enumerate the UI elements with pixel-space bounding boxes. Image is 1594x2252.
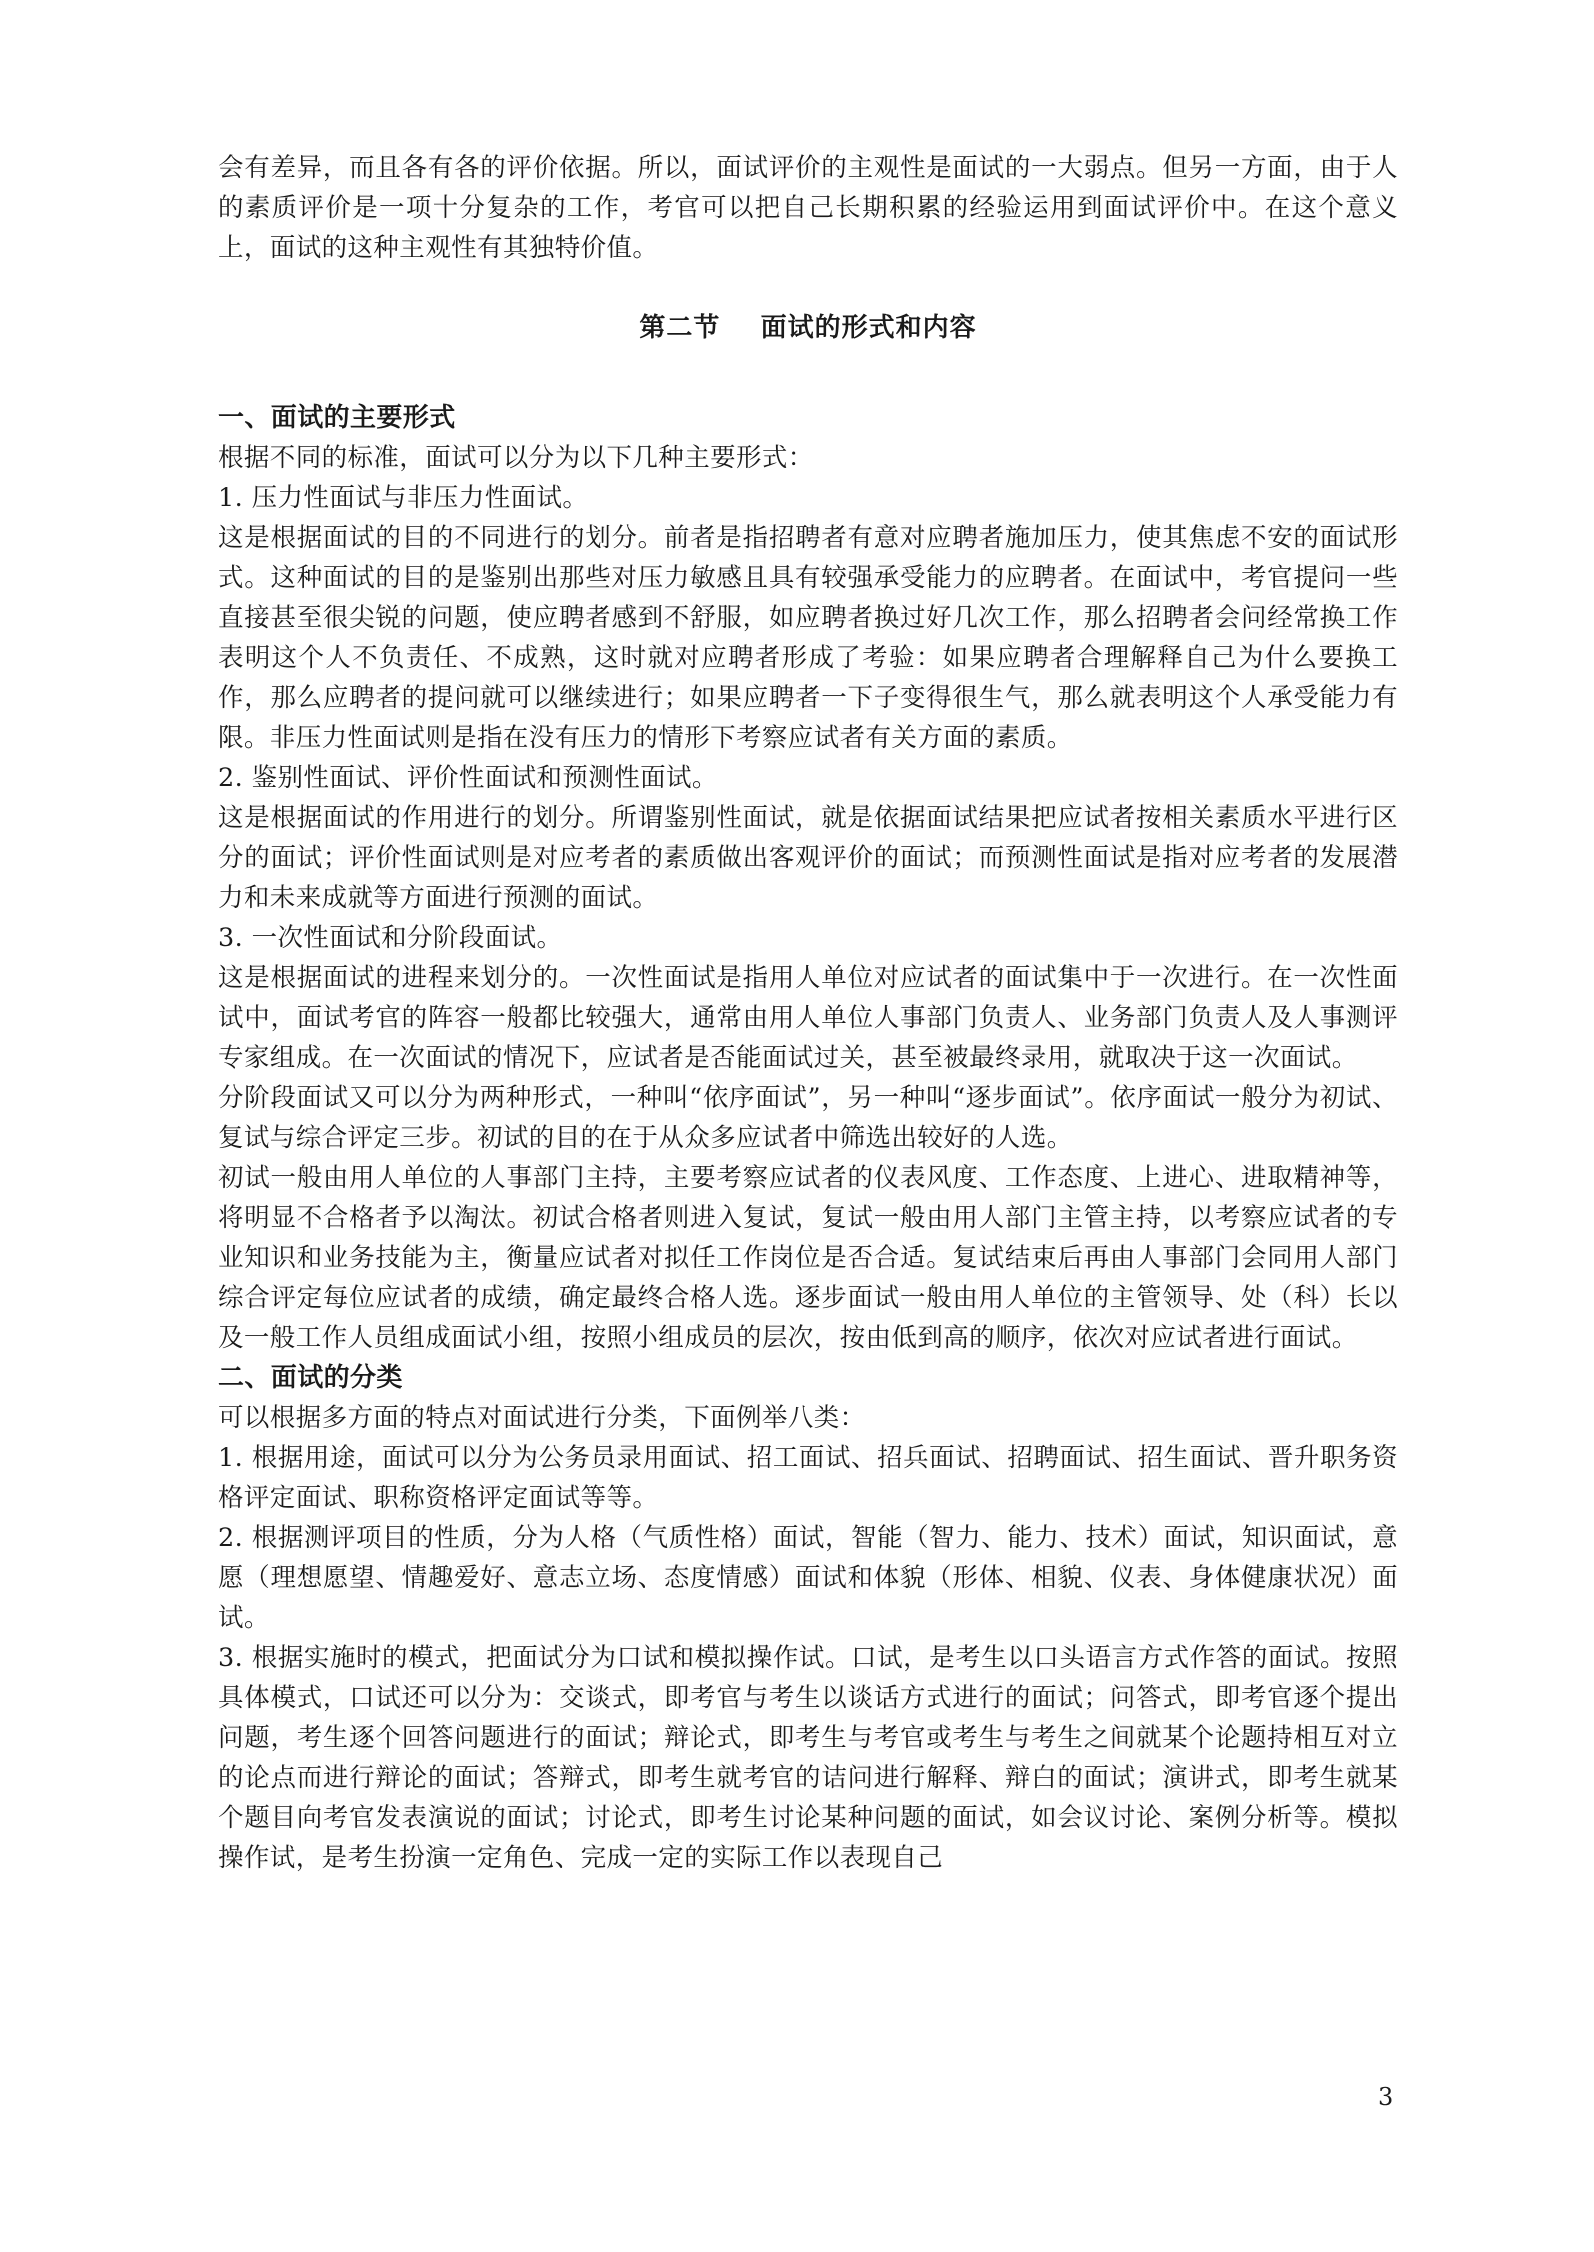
paragraph: 这是根据面试的进程来划分的。一次性面试是指用人单位对应试者的面试集中于一次进行。在一次性面试中，面试考官的阵容一般都比较强大，通常由用人单位人事部门负责人、业务部门负责人及人事测评专家组成。在一次面试的情况下，应试者是否能面试过关，甚至被最终录用，就取决于这一次面试。 [218, 963, 1398, 1073]
list-item: 1. 根据用途，面试可以分为公务员录用面试、招工面试、招兵面试、招聘面试、招生面试、晋升职务资格评定面试、职称资格评定面试等等。 [218, 1443, 1398, 1513]
paragraph: 初试一般由用人单位的人事部门主持，主要考察应试者的仪表风度、工作态度、上进心、进取精神等，将明显不合格者予以淘汰。初试合格者则进入复试，复试一般由用人部门主管主持，以考察应试者的专业知识和业务技能为主，衡量应试者对拟任工作岗位是否合适。复试结束后再由人事部门会同用人部门综合评定每位应试者的成绩，确定最终合格人选。逐步面试一般由用人单位的主管领导、处（科）长以及一般工作人员组成面试小组，按照小组成员的层次，按由低到高的顺序，依次对应试者进行面试。 [218, 1163, 1398, 1353]
paragraph: 这是根据面试的作用进行的划分。所谓鉴别性面试，就是依据面试结果把应试者按相关素质水平进行区分的面试；评价性面试则是对应考者的素质做出客观评价的面试；而预测性面试是指对应考者的发展潜力和未来成就等方面进行预测的面试。 [218, 803, 1398, 913]
subsection-heading-forms: 一、面试的主要形式 [218, 403, 456, 433]
section-title: 第二节 面试的形式和内容 [639, 313, 977, 343]
list-item: 2. 根据测评项目的性质，分为人格（气质性格）面试，智能（智力、能力、技术）面试，知识面试，意愿（理想愿望、情趣爱好、意志立场、态度情感）面试和体貌（形体、相貌、仪表、身体健康状况）面试。 [218, 1523, 1398, 1633]
paragraph: 根据不同的标准，面试可以分为以下几种主要形式： [218, 443, 814, 473]
document-body [218, 148, 1398, 1878]
paragraph: 分阶段面试又可以分为两种形式，一种叫“依序面试”，另一种叫“逐步面试”。依序面试一般分为初试、复试与综合评定三步。初试的目的在于从众多应试者中筛选出较好的人选。 [218, 1083, 1398, 1153]
subsection-heading-classification: 二、面试的分类 [218, 1363, 403, 1393]
paragraph: 这是根据面试的目的不同进行的划分。前者是指招聘者有意对应聘者施加压力，使其焦虑不安的面试形式。这种面试的目的是鉴别出那些对压力敏感且具有较强承受能力的应聘者。在面试中，考官提问一些直接甚至很尖锐的问题，使应聘者感到不舒服，如应聘者换过好几次工作，那么招聘者会问经常换工作表明这个人不负责任、不成熟，这时就对应聘者形成了考验：如果应聘者合理解释自己为什么要换工作，那么应聘者的提问就可以继续进行；如果应聘者一下子变得很生气，那么就表明这个人承受能力有限。非压力性面试则是指在没有压力的情形下考察应试者有关方面的素质。 [218, 523, 1398, 753]
list-item-heading: 2. 鉴别性面试、评价性面试和预测性面试。 [218, 763, 718, 793]
intro-paragraph: 会有差异，而且各有各的评价依据。所以，面试评价的主观性是面试的一大弱点。但另一方面，由于人的素质评价是一项十分复杂的工作，考官可以把自己长期积累的经验运用到面试评价中。在这个意义上，面试的这种主观性有其独特价值。 [218, 153, 1398, 263]
paragraph: 可以根据多方面的特点对面试进行分类，下面例举八类： [218, 1403, 866, 1433]
page-number: 3 [1378, 2083, 1394, 2111]
list-item-heading: 3. 一次性面试和分阶段面试。 [218, 923, 563, 953]
list-item: 3. 根据实施时的模式，把面试分为口试和模拟操作试。口试，是考生以口头语言方式作答的面试。按照具体模式，口试还可以分为：交谈式，即考官与考生以谈话方式进行的面试；问答式，即考官逐个提出问题，考生逐个回答问题进行的面试；辩论式，即考生与考官或考生与考生之间就某个论题持相互对立的论点而进行辩论的面试；答辩式，即考生就考官的诘问进行解释、辩白的面试；演讲式，即考生就某个题目向考官发表演说的面试；讨论式，即考生讨论某种问题的面试，如会议讨论、案例分析等。模拟操作试，是考生扮演一定角色、完成一定的实际工作以表现自己 [218, 1643, 1398, 1873]
list-item-heading: 1. 压力性面试与非压力性面试。 [218, 483, 589, 513]
